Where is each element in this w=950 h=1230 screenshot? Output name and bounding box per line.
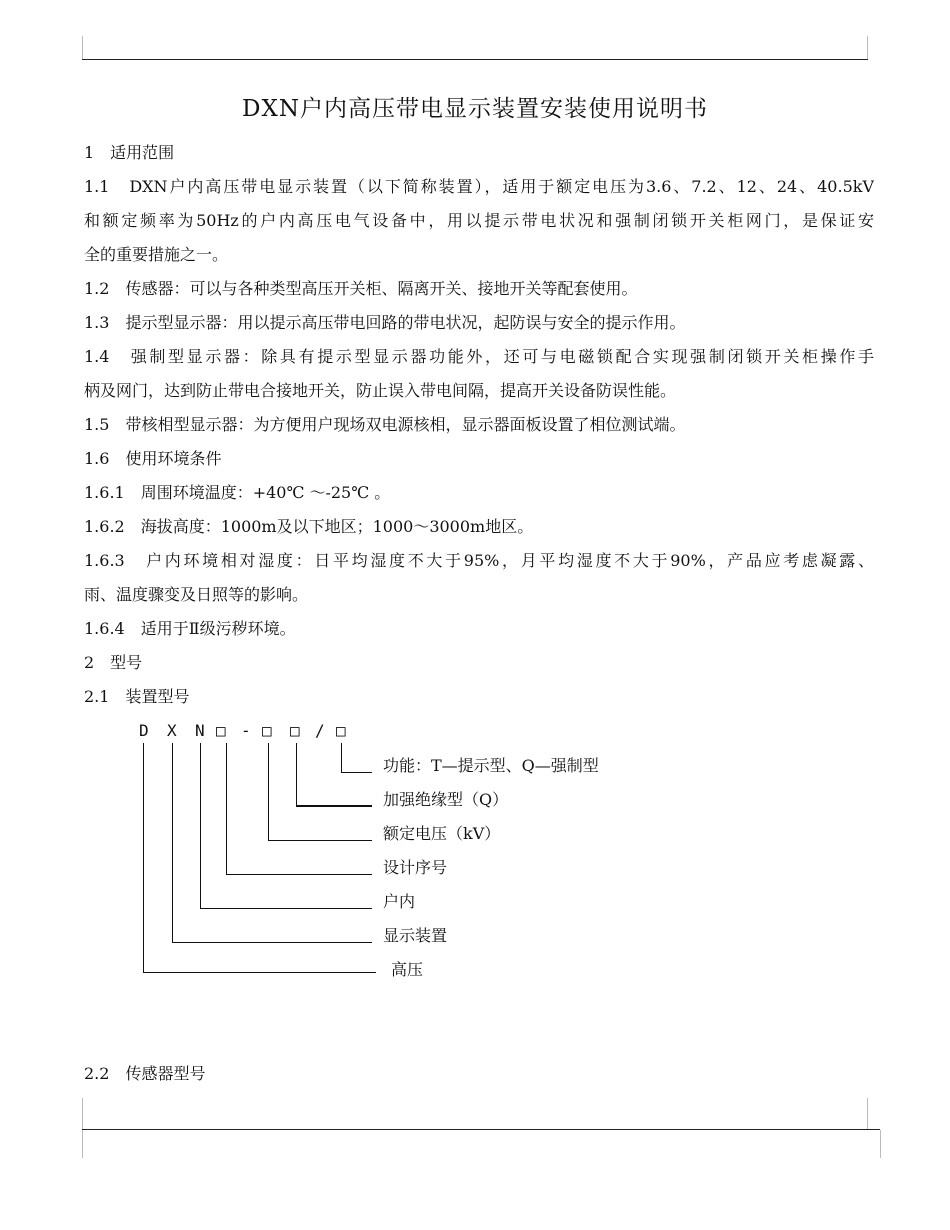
paragraph-line: 1.5 带核相型显示器：为方便用户现场双电源核相，显示器面板设置了相位测试端。	[84, 415, 686, 434]
paragraph-line: 柄及网门，达到防止带电合接地开关，防止误入带电间隔，提高开关设备防误性能。	[84, 381, 677, 400]
body-text	[84, 136, 874, 714]
paragraph-line: 1.6.4 适用于Ⅱ级污秽环境。	[84, 619, 296, 638]
label-display-device: 显示装置	[383, 926, 448, 945]
model-code-dash: -	[241, 721, 251, 740]
leader-horizontal-rated-voltage	[268, 840, 372, 841]
header-left-tick	[82, 36, 83, 59]
label-insulation: 加强绝缘型（Q）	[383, 790, 509, 809]
leader-vertical-insulation	[296, 743, 297, 806]
header-right-tick	[867, 36, 868, 59]
model-code-x: X	[167, 721, 177, 740]
paragraph-line: 全的重要措施之一。	[84, 245, 229, 264]
footer-rule	[82, 1129, 880, 1130]
paragraph-line: 1.6.3 户内环境相对湿度：日平均湿度不大于95%，月平均湿度不大于90%，产品应考虑凝露、	[84, 551, 874, 570]
document-title: DXN户内高压带电显示装置安装使用说明书	[242, 96, 708, 122]
label-high-voltage: 高压	[391, 960, 424, 979]
model-code-d: D	[139, 721, 149, 740]
leader-vertical-high-voltage	[143, 743, 144, 972]
leader-horizontal-display-device	[172, 942, 372, 943]
section-heading: 1.6 使用环境条件	[84, 449, 222, 468]
leader-horizontal-design-seq	[226, 874, 372, 875]
label-rated-voltage: 额定电压（kV）	[383, 824, 501, 843]
header-rule	[82, 59, 868, 60]
section-heading-2-2: 2.2 传感器型号	[84, 1064, 206, 1083]
model-code-slash: /	[315, 721, 325, 740]
section-heading: 2.1 装置型号	[84, 687, 190, 706]
footer-left-tick	[82, 1098, 83, 1129]
leader-vertical-design-seq	[226, 743, 227, 874]
leader-vertical-rated-voltage	[268, 743, 269, 840]
leader-horizontal-insulation	[296, 805, 372, 807]
section-heading: 1 适用范围	[84, 143, 175, 162]
paragraph-line: 1.1 DXN户内高压带电显示装置（以下简称装置），适用于额定电压为3.6、7.2、12、24、40.5kV	[84, 177, 874, 196]
footer-left-tick-lower	[82, 1130, 83, 1158]
leader-horizontal-indoor	[200, 908, 372, 909]
label-design-seq: 设计序号	[383, 858, 448, 877]
leader-vertical-display-device	[172, 743, 173, 942]
label-function: 功能：T—提示型、Q—强制型	[383, 756, 599, 775]
section-heading: 2 型号	[84, 653, 143, 672]
paragraph-line: 1.4 强制型显示器：除具有提示型显示器功能外，还可与电磁锁配合实现强制闭锁开关柜操作手	[84, 347, 874, 366]
leader-vertical-function	[341, 743, 342, 772]
paragraph-line: 1.6.2 海拔高度：1000m及以下地区；1000～3000m地区。	[84, 517, 534, 536]
leader-horizontal-high-voltage	[143, 972, 376, 973]
paragraph-line: 雨、温度骤变及日照等的影响。	[84, 585, 309, 604]
model-code-box-1: □	[216, 721, 226, 740]
paragraph-line: 1.3 提示型显示器：用以提示高压带电回路的带电状况，起防误与安全的提示作用。	[84, 313, 686, 332]
label-indoor: 户内	[383, 892, 416, 911]
model-code-box-4: □	[336, 721, 346, 740]
model-code-box-2: □	[262, 721, 272, 740]
paragraph-line: 和额定频率为50Hz的户内高压电气设备中，用以提示带电状况和强制闭锁开关柜网门，是保证安	[84, 211, 874, 230]
paragraph-line: 1.2 传感器：可以与各种类型高压开关柜、隔离开关、接地开关等配套使用。	[84, 279, 638, 298]
leader-horizontal-function	[341, 772, 372, 773]
model-code-n: N	[195, 721, 205, 740]
paragraph-line: 1.6.1 周围环境温度：+40℃ ～-25℃ 。	[84, 483, 391, 502]
leader-vertical-indoor	[200, 743, 201, 908]
model-code-box-3: □	[290, 721, 300, 740]
footer-right-tick-lower	[880, 1130, 881, 1158]
footer-right-tick	[867, 1098, 868, 1129]
